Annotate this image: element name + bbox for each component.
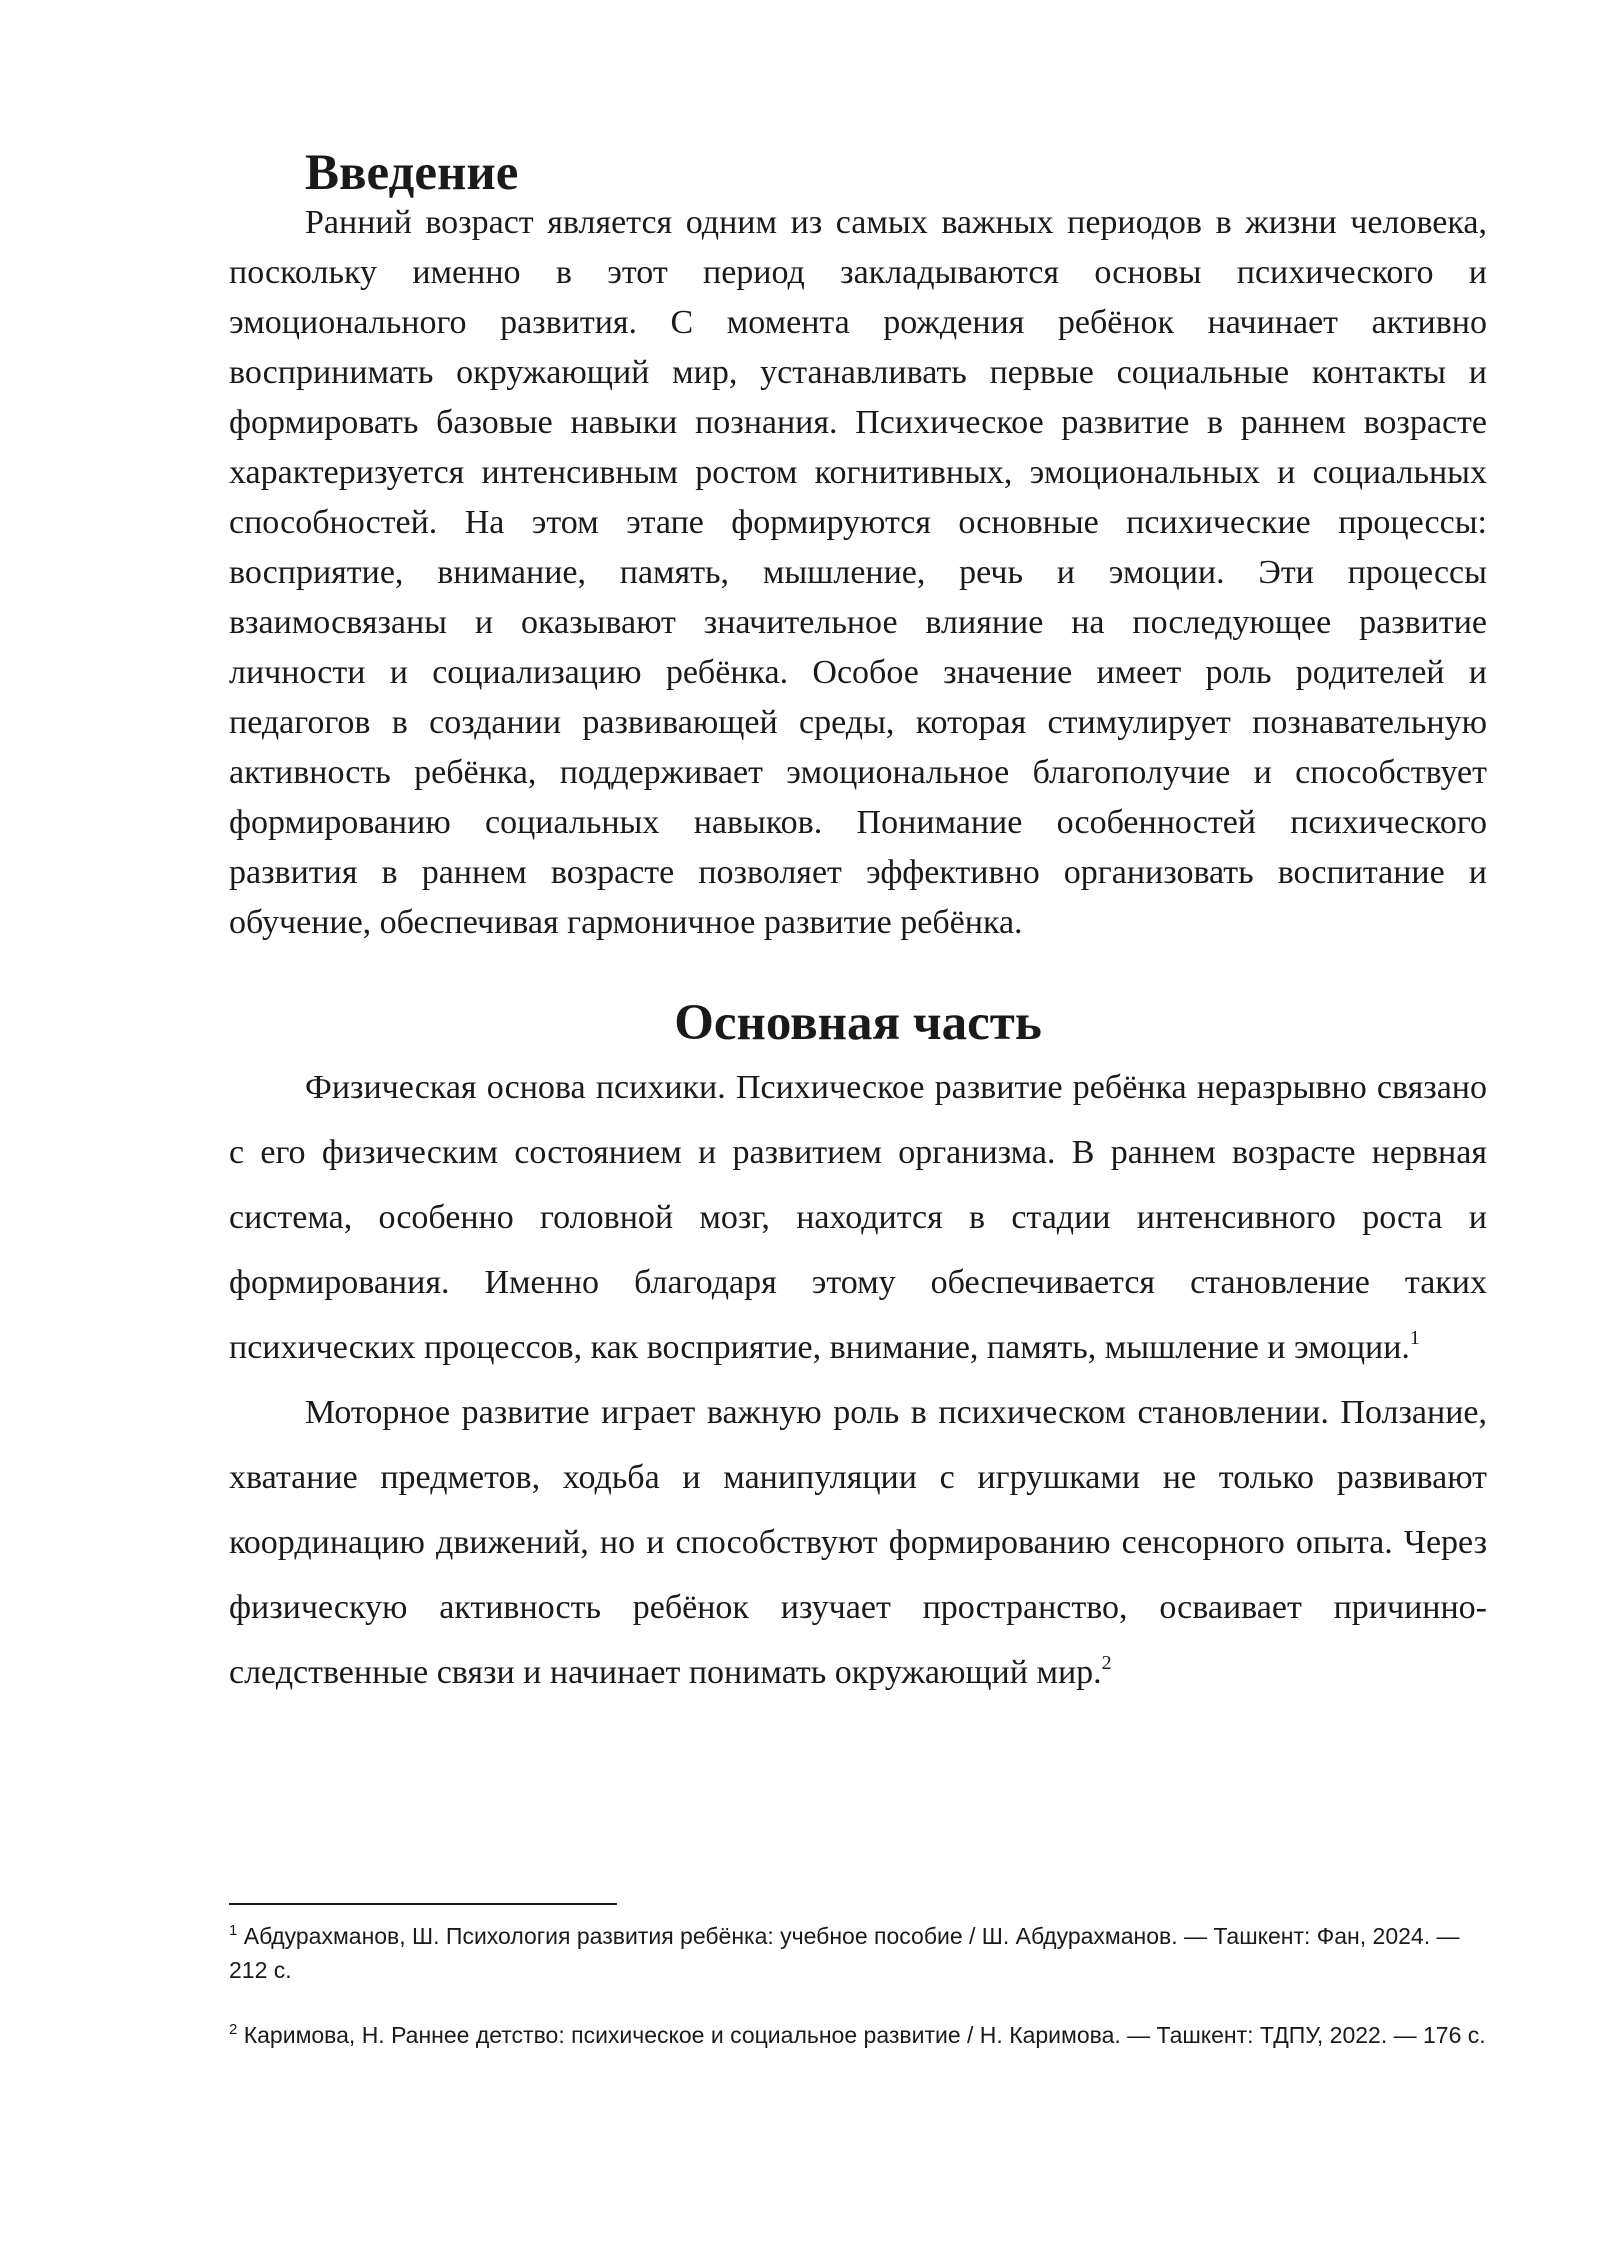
main-paragraph-1-text: Физическая основа психики. Психическое развитие ребёнка неразрывно связано с его физическим состоянием и развитием организма. В раннем возрасте нервная система, особенно головной мозг, находится в стадии интенсивного роста и формирования. Именно благодаря этому обеспечивается становление таких психических процессов, как восприятие, внимание, память, мышление и эмоции. xyxy=(229,1069,1487,1366)
intro-paragraph: Ранний возраст является одним из самых важных периодов в жизни человека, поскольку именно в этот период закладываются основы психического и эмоционального развития. С момента рождения ребёнок начинает активно воспринимать окружающий мир, устанавливать первые социальные контакты и формировать базовые навыки познания. Психическое развитие в раннем возрасте характеризуется интенсивным ростом когнитивных, эмоциональных и социальных способностей. На этом этапе формируются основные психические процессы: восприятие, внимание, память, мышление, речь и эмоции. Эти процессы взаимосвязаны и оказывают значительное влияние на последующее развитие личности и социализацию ребёнка. Особое значение имеет роль родителей и педагогов в создании развивающей среды, которая стимулирует познавательную активность ребёнка, поддерживает эмоциональное благополучие и способствует формированию социальных навыков. Понимание особенностей психического развития в раннем возрасте позволяет эффективно организовать воспитание и обучение, обеспечивая гармоничное развитие ребёнка. xyxy=(229,204,1487,941)
footnote-1 xyxy=(229,1919,1487,1987)
main-paragraph-2 xyxy=(229,1380,1487,1705)
intro-heading: Введение xyxy=(305,145,519,201)
footnote-text-1: Абдурахманов, Ш. Психология развития ребёнка: учебное пособие / Ш. Абдурахманов. — Ташкент: Фан, 2024. — 212 с. xyxy=(229,1923,1460,1983)
main-paragraph-2-text: Моторное развитие играет важную роль в психическом становлении. Ползание, хватание предметов, ходьба и манипуляции с игрушками не только развивают координацию движений, но и способствуют формированию сенсорного опыта. Через физическую активность ребёнок изучает пространство, осваивает причинно-следственные связи и начинает понимать окружающий мир. xyxy=(229,1394,1487,1691)
footnote-number-2: 2 xyxy=(229,2021,238,2038)
main-heading: Основная часть xyxy=(674,995,1042,1051)
footnote-ref-1[interactable]: 1 xyxy=(1409,1327,1420,1349)
footnote-separator xyxy=(229,1903,617,1905)
footnote-ref-2[interactable]: 2 xyxy=(1101,1652,1112,1674)
document-page xyxy=(229,145,1487,1705)
footnote-number-1: 1 xyxy=(229,1922,238,1939)
main-paragraph-1 xyxy=(229,1055,1487,1380)
footnote-2 xyxy=(229,2018,1487,2052)
footnote-text-2: Каримова, Н. Раннее детство: психическое и социальное развитие / Н. Каримова. — Ташкент: ТДПУ, 2022. — 176 с. xyxy=(243,2022,1486,2048)
footnotes-section xyxy=(229,1903,1487,2083)
